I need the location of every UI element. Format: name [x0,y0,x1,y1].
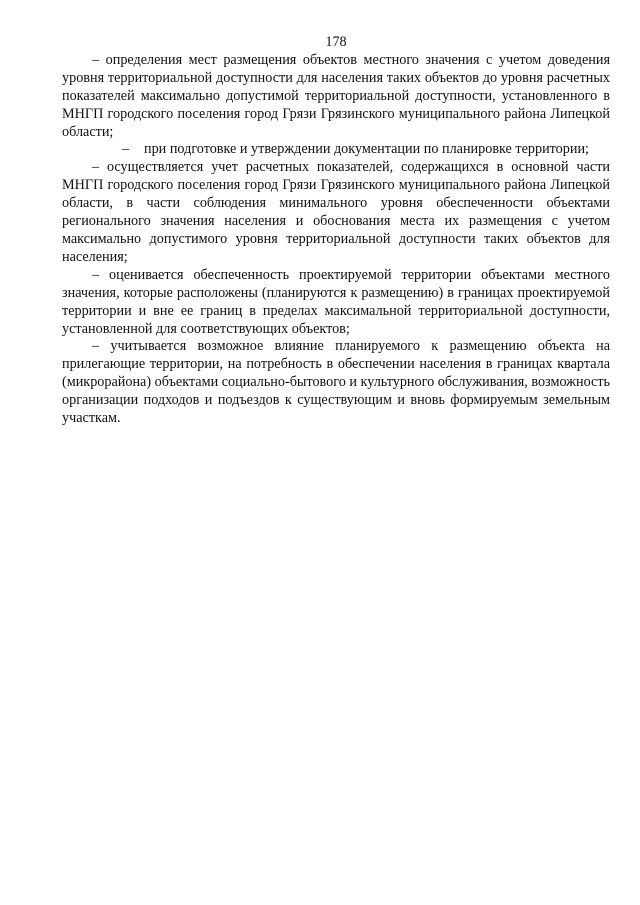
paragraph-text: осуществляется учет расчетных показателей, содержащихся в основной части МНГП городского поселения город Грязи Грязинского муниципального района Липецкой области, в части соблюдения минимального уровня обеспеченности объектами регионального значения населения и обоснования места их размещения с учетом максимально допустимого уровня территориальной доступности таких объектов для населения; [62,159,611,265]
paragraph-text: определения мест размещения объектов местного значения с учетом доведения уровня территориальной доступности для населения таких объектов до уровня расчетных показателей максимально допустимой территориальной доступности, установленного в МНГП городского поселения город Грязи Грязинского муниципального района Липецкой области; [62,51,610,140]
paragraph-3 [62,159,610,266]
list-dash: – [92,159,100,176]
paragraph-text: оценивается обеспеченность проектируемой территории объектами местного значения, которые расположены (планируются к размещению) в границах проектируемой территории и вне ее границ в пределах максимальной территориальной доступности, установленной для соответствующих объектов; [62,266,610,337]
list-dash: – [92,266,100,283]
page-number: 178 [325,34,347,50]
paragraph-text: учитывается возможное влияние планируемого к размещению объекта на прилегающие территории, на потребность в обеспечении населения в границах квартала (микрорайона) объектами социально-бытового и культурного обслуживания, возможность организации подходов и подъездов к существующим и вновь формируемым земельным участкам. [62,338,611,427]
paragraph-1 [62,52,610,142]
paragraph-4 [62,267,610,339]
paragraph-5 [62,338,610,428]
document-page [62,34,610,428]
paragraph-text: при подготовке и утверждении документации по планировке территории; [144,141,589,158]
list-dash: – [122,141,130,158]
list-dash: – [92,338,100,355]
paragraph-2 [62,141,610,159]
list-dash: – [92,51,100,68]
